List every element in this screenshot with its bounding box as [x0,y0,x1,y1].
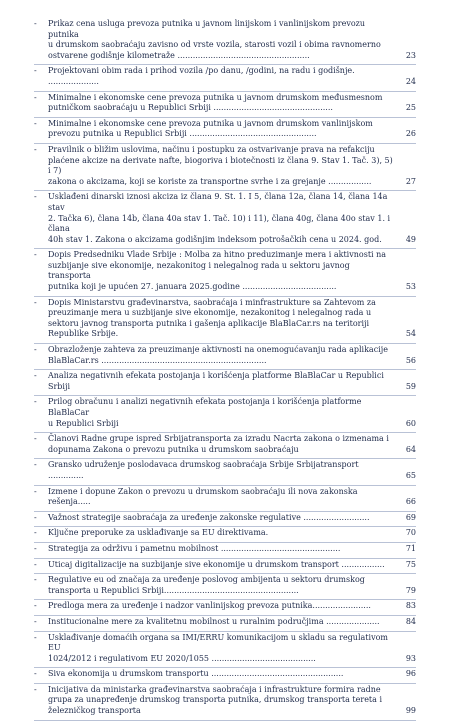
toc-page-number: 93 [405,653,416,663]
list-dash: - [34,684,37,694]
toc-page-number: 65 [405,470,416,480]
list-dash: - [34,397,37,407]
list-dash: - [34,616,37,626]
toc-page-number: 53 [405,282,416,292]
toc-entry-title: Obrazloženje zahteva za preuzimanje aktivnosti na onemogućavanju rada aplikacije BlaBlaCar.rs ................................................................. [48,345,388,365]
toc-entry-title: Uticaj digitalizacije na suzbijanje sive ekonomije u drumskom transport ................. [48,559,385,569]
list-dash: - [34,297,37,307]
toc-entry-title: Regulative eu od značaja za uređenje poslovog ambijenta u sektoru drumskog transporta u Republici Srbiji..................................................... [48,575,365,595]
toc-page-number: 66 [405,497,416,507]
toc-entry-title: Minimalne i ekonomske cene prevoza putnika u javnom drumskom vanlinijskom prevozu putnika u Republici Srbiji .................................................. [48,118,373,139]
toc-entry-title: Ključne preporuke za usklađivanje sa EU direktivama. [48,528,269,538]
list-dash: - [34,559,37,569]
list-dash: - [34,460,37,470]
toc-entry[interactable] [34,559,416,575]
toc-entry[interactable] [34,684,416,721]
toc-entry-title: Institucionalne mere za kvalitetnu mobilnost u ruralnim područjima ..................... [48,616,380,626]
list-dash: - [34,669,37,679]
list-dash: - [34,528,37,538]
toc-page-number: 25 [405,103,416,113]
toc-page-number: 60 [405,418,416,428]
toc-entry[interactable] [34,527,416,543]
list-dash: - [34,118,37,128]
toc-entry[interactable] [34,344,416,370]
list-dash: - [34,345,37,355]
list-dash: - [34,543,37,553]
toc-entry-title: Članovi Radne grupe ispred Srbijatransporta za izradu Nacrta zakona o izmenama i dopunama Zakona o prevozu putnika u drumskom saobraćaju [48,434,389,454]
list-dash: - [34,19,37,28]
toc-entry-title: Prikaz cena usluga prevoza putnika u javnom linijskom i vanlinijskom prevozu putnika u drumskom saobraćaju zavisno od vrste vozila, starosti vozil i obima ravnomerno ostvarene godišnje kilometraže .................................................... [48,19,381,60]
toc-entry-title: Projektovani obim rada i prihod vozila /po danu, /godini, na radu i godišnje. .................... [48,66,355,86]
toc-entry[interactable] [34,486,416,512]
toc-entry-title: Gransko udruženje poslodavaca drumskog saobraćaja Srbije Srbijatransport .............. [48,460,359,480]
toc-entry[interactable] [34,600,416,616]
list-dash: - [34,371,37,381]
toc-page-number: 70 [405,528,416,538]
toc-entry-title: Analiza negativnih efekata postojanja i korišćenja platforme BlaBlaCar u Republici Srbiji [48,371,384,391]
list-dash: - [34,250,37,260]
toc-page-number: 79 [405,585,416,595]
list-dash: - [34,92,37,102]
toc-page-number: 71 [405,543,416,553]
toc-entry-title: Predloga mera za uređenje i nadzor vanlinijskog prevoza putnika....................... [48,601,371,611]
toc-entry[interactable] [34,92,416,118]
list-dash: - [34,632,37,642]
toc-entry[interactable] [34,459,416,485]
list-dash: - [34,575,37,585]
toc-page-number: 27 [405,176,416,186]
toc-page-number: 56 [405,355,416,365]
toc-entry-title: Dopis Ministarstvu građevinarstva, saobraćaja i minfrastrukture sa Zahtevom za preuzimanje mera u suzbijanje sive ekonomije, nezakonitog i nelegalnog rada u sektoru javnog transporta putnika i gašenja aplikacije BlaBlaCar.rs na teritoriji Republike Srbije. [48,297,376,339]
toc-page-number: 96 [405,669,416,679]
toc-page-number: 69 [405,512,416,522]
table-of-contents [34,18,416,721]
toc-entry[interactable] [34,543,416,559]
list-dash: - [34,66,37,76]
toc-page-number: 83 [405,601,416,611]
toc-entry[interactable] [34,396,416,433]
toc-entry[interactable] [34,668,416,684]
toc-entry[interactable] [34,249,416,296]
list-dash: - [34,601,37,611]
toc-page-number: 75 [405,559,416,569]
toc-entry[interactable] [34,574,416,600]
list-dash: - [34,512,37,522]
toc-entry[interactable] [34,144,416,191]
toc-entry-title: Strategija za održivu i pametnu mobilnost ............................................... [48,543,341,553]
toc-page-number: 49 [405,234,416,244]
toc-page-number: 24 [405,76,416,86]
toc-entry[interactable] [34,616,416,632]
toc-page-number: 64 [405,444,416,454]
toc-entry[interactable] [34,191,416,249]
toc-entry-title: Važnost strategije saobraćaja za uređenje zakonske regulative .......................... [48,512,370,522]
toc-entry[interactable] [34,632,416,669]
list-dash: - [34,192,37,202]
toc-page-number: 26 [405,129,416,139]
toc-entry-title: Prilog obračunu i analizi negativnih efekata postojanja i korišćenja platforme BlaBlaCar u Republici Srbiji [48,397,362,428]
toc-entry[interactable] [34,18,416,65]
toc-page-number: 99 [405,706,416,716]
list-dash: - [34,434,37,444]
toc-entry-title: Dopis Predsedniku Vlade Srbije : Molba za hitno preduzimanje mera i aktivnosti na suzbijanje sive ekonomije, nezakonitog i nelegalnog rada u sektoru javnog transporta putnika koji je upućen 27. januara 2025.godine ..................................... [48,250,387,292]
toc-page-number: 59 [405,381,416,391]
toc-page-number: 54 [405,329,416,339]
toc-entry[interactable] [34,512,416,528]
toc-entry-title: Izmene i dopune Zakon o prevozu u drumskom saobraćaju ili nova zakonska rešenja..... [48,486,358,507]
list-dash: - [34,144,37,154]
toc-entry-title: Pravilnik o bližim uslovima, načinu i postupku za ostvarivanje prava na refakciju plaćene akcize na derivate nafte, biogoriva i biotečnosti iz člana 9. Stav 1. Tač. 3), 5) i 7) zakona o akcizama, koji se koriste za transportne svrhe i za grejanje ................. [48,144,393,186]
toc-entry-title: Inicijativa da ministarka građevinarstva saobraćaja i infrastrukture formira radne grupa za unapređenje drumskog transporta putnika, drumskog transporta tereta i železničkog transporta [48,684,383,716]
toc-entry[interactable] [34,370,416,396]
toc-entry-title: Usklađivanje domaćih organa sa IMI/ERRU komunikacijom u skladu sa regulativom EU 1024/2012 i regulativom EU 2020/1055 ......................................... [48,632,388,663]
toc-page-number: 84 [405,616,416,626]
list-dash: - [34,486,37,496]
toc-entry-title: Siva ekonomija u drumskom transportu .................................................... [48,669,344,679]
toc-entry[interactable] [34,433,416,459]
toc-page-number: 23 [405,50,416,60]
toc-entry-title: Minimalne i ekonomske cene prevoza putnika u javnom drumskom međusmesnom putničkom saobraćaju u Republici Srbiji ............................................... [48,92,383,113]
toc-entry[interactable] [34,297,416,344]
toc-entry[interactable] [34,65,416,91]
toc-entry-title: Usklađeni dinarski iznosi akciza iz člana 9. St. 1. I 5, člana 12a, člana 14, člana 14a stav 2. Tačka 6), člana 14b, člana 40a stav 1. Tač. 10) i 11), člana 40g, člana 40o stav 1. i člana 40h stav 1. Zakona o akcizama godišnjim indeksom potrošačkih cena u 2024. god. [48,192,391,244]
toc-entry[interactable] [34,118,416,144]
